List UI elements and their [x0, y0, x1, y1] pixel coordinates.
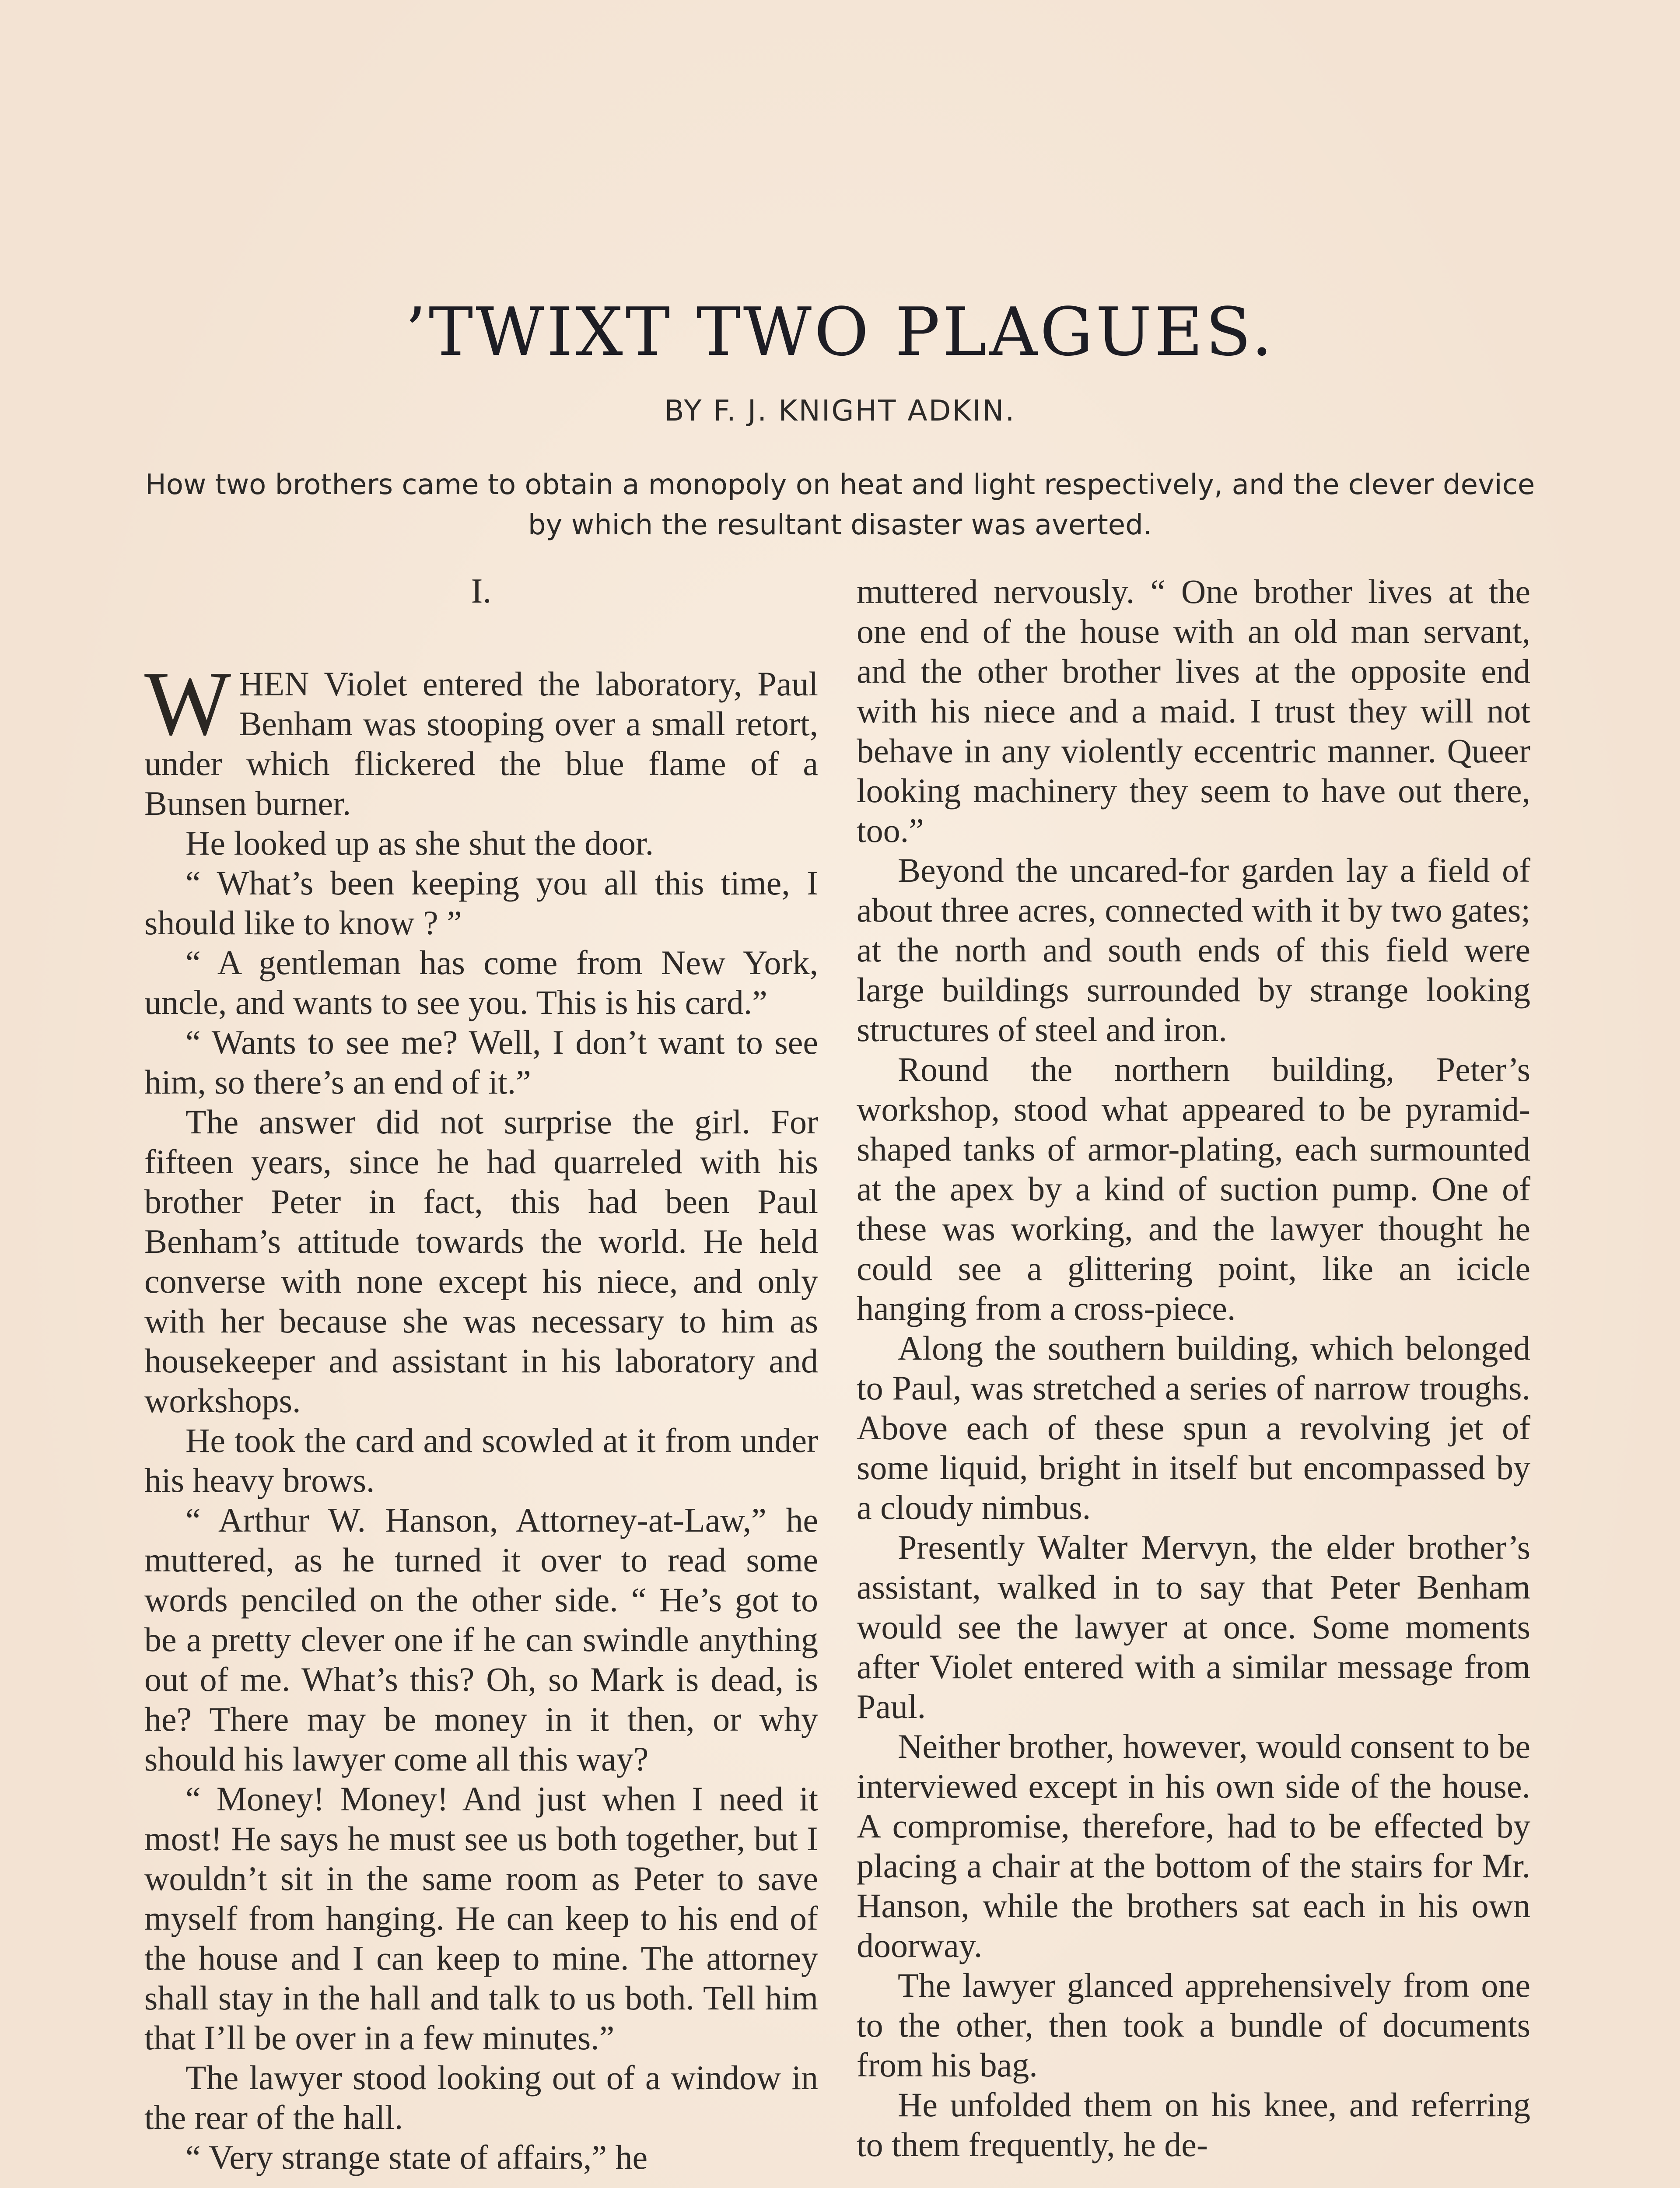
paragraph: The lawyer glanced apprehensively from one to the other, then took a bundle of documents from his bag.: [857, 1966, 1530, 2084]
paragraph: “ Very strange state of affairs,” he: [186, 2138, 648, 2176]
story-byline: BY F. J. KNIGHT ADKIN.: [664, 394, 1016, 428]
drop-cap: W: [144, 653, 231, 754]
story-blurb: How two brothers came to obtain a monopoly on heat and light respectively, and the clever device by which the resultant disaster was averted.: [145, 469, 1535, 541]
paragraph: Presently Walter Mervyn, the elder brother’s assistant, walked in to say that Peter Benham would see the lawyer at once. Some moments after Violet entered with a similar message from Paul.: [857, 1528, 1530, 1725]
paragraph: Along the southern building, which belonged to Paul, was stretched a series of narrow troughs. Above each of these spun a revolving jet of some liquid, bright in itself but encompassed by a cloudy nimbus.: [857, 1329, 1530, 1526]
opening-paragraph: [144, 653, 818, 823]
paragraph: “ A gentleman has come from New York, uncle, and wants to see you. This is his card.”: [144, 943, 818, 1021]
continued-paragraph: muttered nervously. “ One brother lives at the one end of the house with an old man servant, and the other brother lives at the opposite end with his niece and a maid. I trust they will not behave in any violently eccentric manner. Queer looking machinery they seem to have out there, too.”: [857, 572, 1530, 849]
paragraph: Beyond the uncared-for garden lay a field of about three acres, connected with it by two gates; at the north and south ends of this field were large buildings surrounded by strange looking structures of steel and iron.: [857, 851, 1530, 1048]
paragraph: “ What’s been keeping you all this time, I should like to know ? ”: [144, 864, 818, 942]
right-column: [857, 572, 1530, 2164]
opening-paragraph-text: HEN Violet entered the laboratory, Paul Benham was stooping over a small retort, under which flickered the blue flame of a Bunsen burner.: [144, 665, 818, 822]
paragraph: He unfolded them on his knee, and referring to them frequently, he de-: [857, 2086, 1530, 2163]
paragraph: “ Arthur W. Hanson, Attorney-at-Law,” he muttered, as he turned it over to read some words penciled on the other side. “ He’s got to be a pretty clever one if he can swindle anything out of me. What’s this? Oh, so Mark is dead, is he? There may be money in it then, or why should his lawyer come all this way?: [144, 1501, 818, 1778]
paragraph: He took the card and scowled at it from under his heavy brows.: [144, 1421, 818, 1499]
paragraph: The lawyer stood looking out of a window in the rear of the hall.: [144, 2058, 818, 2136]
paragraph: “ Wants to see me? Well, I don’t want to see him, so there’s an end of it.”: [144, 1023, 818, 1101]
paragraph: Round the northern building, Peter’s workshop, stood what appeared to be pyramid-shaped tanks of armor-plating, each surmounted at the apex by a kind of suction pump. One of these was working, and the lawyer thought he could see a glittering point, like an icicle hanging from a cross-piece.: [857, 1050, 1530, 1327]
section-number: I.: [471, 572, 492, 610]
paragraph: “ Money! Money! And just when I need it most! He says he must see us both together, but I wouldn’t sit in the same room as Peter to save myself from hanging. He can keep to his end of the house and I can keep to mine. The attorney shall stay in the hall and talk to us both. Tell him that I’ll be over in a few minutes.”: [144, 1780, 818, 2057]
paragraph: The answer did not surprise the girl. For fifteen years, since he had quarreled with his brother Peter in fact, this had been Paul Benham’s attitude towards the world. He held converse with none except his niece, and only with her because she was necessary to him as housekeeper and assistant in his laboratory and workshops.: [144, 1103, 818, 1420]
left-column: [144, 572, 818, 2177]
paragraph: Neither brother, however, would consent to be interviewed except in his own side of the house. A compromise, therefore, had to be effected by placing a chair at the bottom of the stairs for Mr. Hanson, while the brothers sat each in his own doorway.: [857, 1727, 1530, 1964]
story-title: ’TWIXT TWO PLAGUES.: [405, 293, 1275, 371]
paragraph: He looked up as she shut the door.: [186, 824, 654, 862]
